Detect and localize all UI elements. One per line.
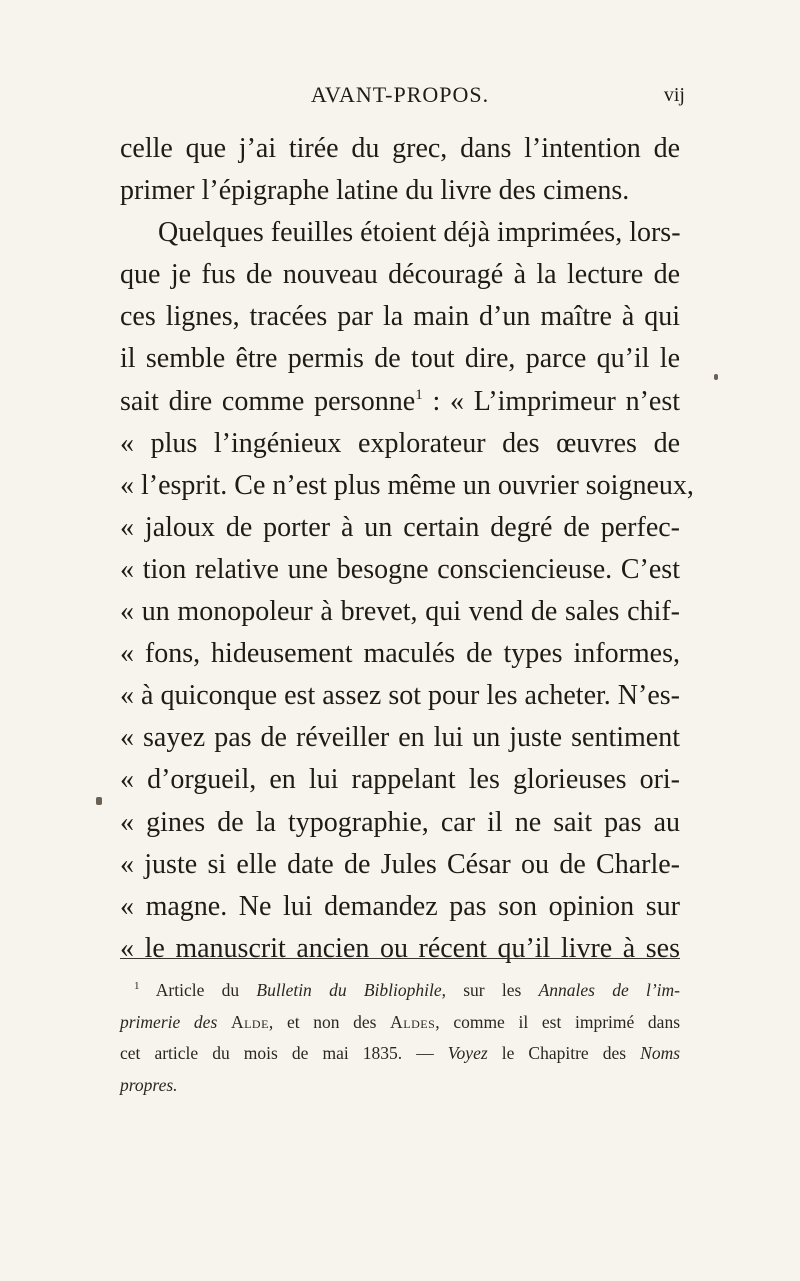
paper-speck (96, 797, 102, 805)
text-line-with-note (120, 381, 680, 423)
text-line: Quelques feuilles étoient déjà imprimées, lors- (158, 217, 681, 249)
footnote-title: propres. (120, 1074, 178, 1095)
text-segment: sait dire comme personne (120, 385, 416, 417)
running-title: AVANT-PROPOS. (310, 82, 490, 107)
text-line: « jaloux de porter à un certain degré de perfec- (120, 511, 680, 543)
text-line: « juste si elle date de Jules César ou de Charle- (120, 848, 680, 880)
text-line: « sayez pas de réveiller en lui un juste sentiment (120, 722, 680, 754)
page-number: vij (663, 84, 685, 106)
text-line: « tion relative une besogne consciencieuse. C’est (120, 553, 680, 585)
text-line: « l’esprit. Ce n’est plus même un ouvrier soigneux, (120, 469, 694, 501)
footnote-rule (120, 958, 680, 959)
text-segment: : « L’imprimeur n’est (422, 385, 681, 417)
footnote-text: , sur les (441, 980, 539, 1000)
footnote-title: Noms (640, 1043, 681, 1063)
footnote (120, 975, 680, 1101)
text-line: « plus l’ingénieux explorateur des œuvres de (120, 427, 680, 459)
text-line: « fons, hideusement maculés de types informes, (120, 638, 680, 670)
running-head (0, 76, 800, 110)
footnote-name: Alde (230, 1011, 269, 1032)
text-line: « d’orgueil, en lui rappelant les glorieuses ori- (120, 764, 680, 796)
text-line: il semble être permis de tout dire, parce qu’il le (120, 343, 680, 375)
footnote-text: , comme il est imprimé dans (435, 1011, 681, 1032)
text-line: primer l’épigraphe latine du livre des cimens. (120, 175, 630, 207)
text-line: « gines de la typographie, car il ne sait pas au (120, 806, 680, 838)
text-line: « le manuscrit ancien ou récent qu’il livre à ses (120, 932, 680, 964)
footnote-line (120, 1070, 680, 1102)
footnote-mark: 1 (134, 980, 140, 992)
text-line: que je fus de nouveau découragé à la lecture de (120, 259, 680, 291)
footnote-line (120, 1038, 680, 1070)
main-text (120, 128, 694, 970)
paper-speck (714, 374, 718, 380)
footnote-title: Annales de l’im- (538, 980, 680, 1000)
text-line: « magne. Ne lui demandez pas son opinion sur (120, 890, 680, 922)
text-line: celle que j’ai tirée du grec, dans l’intention de (120, 133, 680, 164)
footnote-reference[interactable]: 1 (415, 386, 423, 403)
footnote-line (120, 975, 680, 1007)
footnote-title: Bulletin du Bibliophile (256, 980, 442, 1000)
footnote-text: Article du (155, 980, 257, 1000)
footnote-line (120, 1007, 680, 1039)
text-line: « un monopoleur à brevet, qui vend de sales chif- (120, 596, 680, 628)
text-line: ces lignes, tracées par la main d’un maître à qui (120, 301, 680, 333)
footnote-ref: Voyez (447, 1043, 488, 1063)
footnote-text: , et non des (268, 1011, 391, 1032)
footnote-text: cet article du mois de mai 1835. — (120, 1043, 448, 1063)
footnote-name: Aldes (390, 1011, 436, 1032)
footnote-text: le Chapitre des (487, 1043, 641, 1063)
footnote-title: primerie des (120, 1011, 218, 1032)
text-line: « à quiconque est assez sot pour les acheter. N’es- (120, 680, 680, 712)
